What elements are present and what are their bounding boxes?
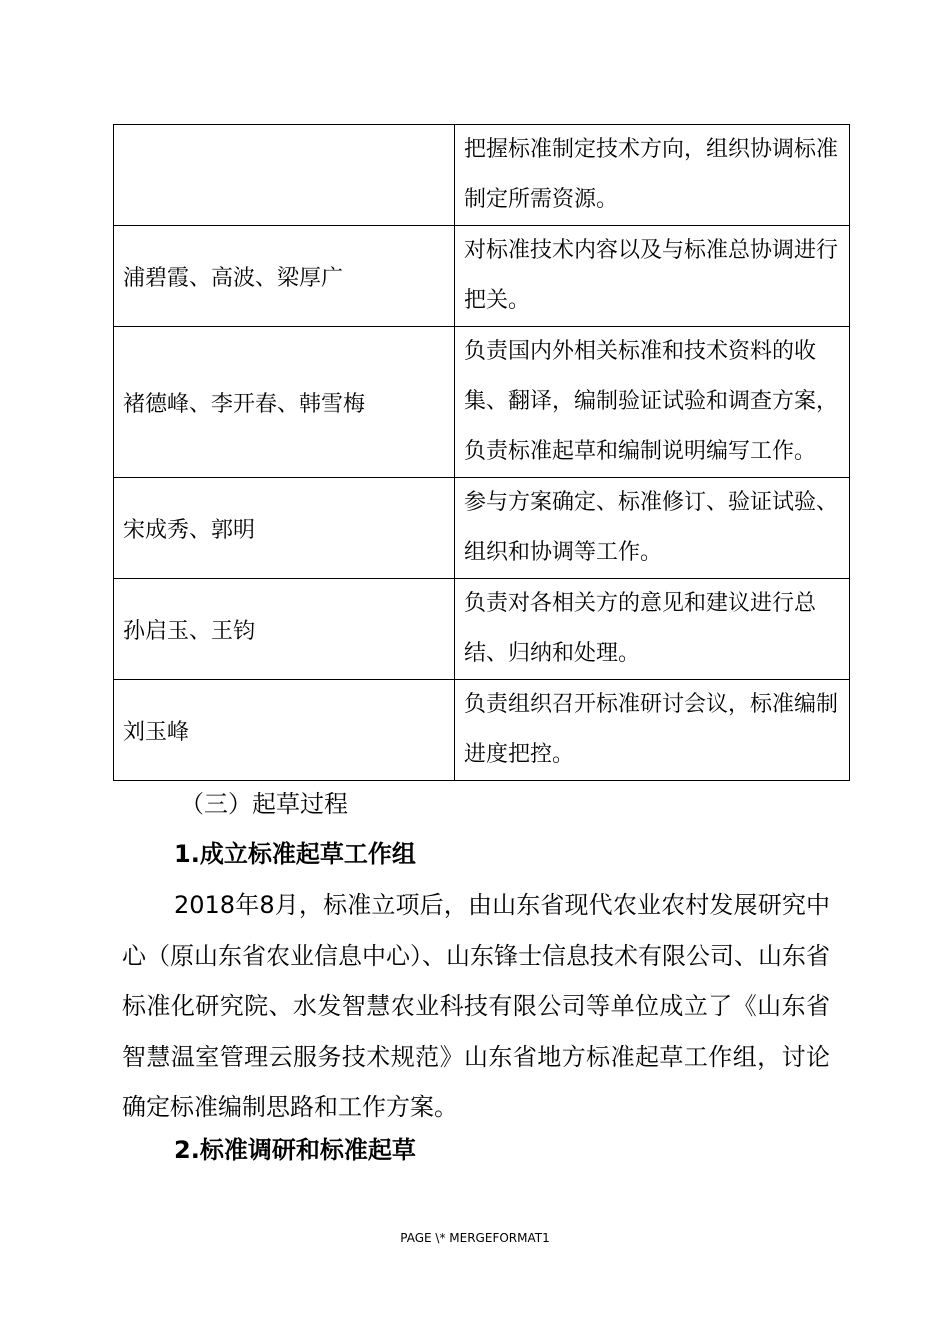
duty-cell: 把握标准制定技术方向，组织协调标准制定所需资源。 — [455, 125, 850, 226]
table-row — [114, 226, 850, 327]
names-cell: 褚德峰、李开春、韩雪梅 — [114, 327, 455, 478]
section-subheading: （三）起草过程 — [180, 790, 348, 818]
staff-duty-table — [113, 124, 850, 781]
duty-cell: 对标准技术内容以及与标准总协调进行把关。 — [455, 226, 850, 327]
body-paragraph: 2018年8月，标准立项后，由山东省现代农业农村发展研究中心（原山东省农业信息中心）、山东锋士信息技术有限公司、山东省标准化研究院、水发智慧农业科技有限公司等单位成立了《山东省智慧温室管理云服务技术规范》山东省地方标准起草工作组，讨论确定标准编制思路和工作方案。 — [122, 891, 830, 1122]
table-row — [114, 478, 850, 579]
names-cell: 宋成秀、郭明 — [114, 478, 455, 579]
table-row — [114, 125, 850, 226]
table-row — [114, 327, 850, 478]
names-cell: 刘玉峰 — [114, 680, 455, 781]
duty-cell: 负责对各相关方的意见和建议进行总结、归纳和处理。 — [455, 579, 850, 680]
names-cell: 孙启玉、王钧 — [114, 579, 455, 680]
duty-cell: 负责组织召开标准研讨会议，标准编制进度把控。 — [455, 680, 850, 781]
duty-cell: 负责国内外相关标准和技术资料的收集、翻译，编制验证试验和调查方案，负责标准起草和编制说明编写工作。 — [455, 327, 850, 478]
table-row — [114, 680, 850, 781]
names-cell — [114, 125, 455, 226]
table-row — [114, 579, 850, 680]
page-footer: PAGE \* MERGEFORMAT1 — [400, 1231, 550, 1245]
heading-research-and-drafting: 2.标准调研和标准起草 — [174, 1136, 416, 1164]
duty-cell: 参与方案确定、标准修订、验证试验、组织和协调等工作。 — [455, 478, 850, 579]
names-cell: 浦碧霞、高波、梁厚广 — [114, 226, 455, 327]
heading-form-working-group: 1.成立标准起草工作组 — [174, 840, 416, 868]
